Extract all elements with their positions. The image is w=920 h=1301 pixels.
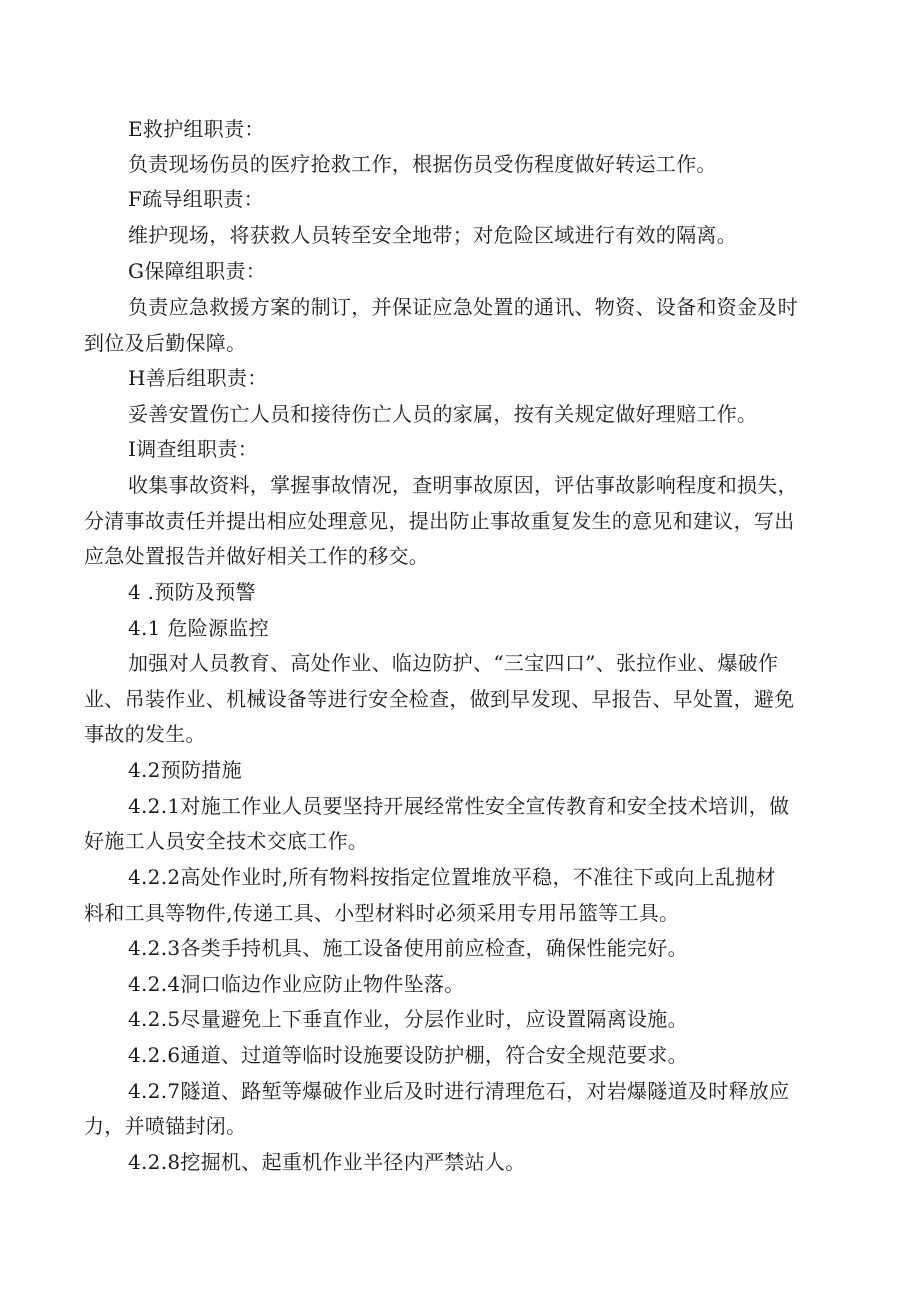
subsection-heading: 4.2预防措施: [128, 758, 242, 782]
paragraph-line: 负责现场伤员的医疗抢救工作，根据伤员受伤程度做好转运工作。: [128, 152, 717, 176]
paragraph-line: 加强对人员教育、高处作业、临边防护、“三宝四口”、张拉作业、爆破作: [128, 651, 779, 675]
paragraph-line: 收集事故资料，掌握事故情况，查明事故原因，评估事故影响程度和损失，: [128, 473, 798, 497]
paragraph-line: 到位及后勤保障。: [84, 331, 247, 355]
paragraph-line: 4.2.7隧道、路堑等爆破作业后及时进行清理危石，对岩爆隧道及时释放应: [128, 1079, 790, 1103]
paragraph-line: 应急处置报告并做好相关工作的移交。: [84, 544, 430, 568]
paragraph-line: 业、吊装作业、机械设备等进行安全检查，做到早发现、早报告、早处置，避免: [84, 687, 795, 711]
section-heading: 4 .预防及预警: [128, 580, 256, 604]
paragraph-line: 维护现场，将获救人员转至安全地带；对危险区域进行有效的隔离。: [128, 223, 737, 247]
paragraph-line: 负责应急救援方案的制订，并保证应急处置的通讯、物资、设备和资金及时: [128, 295, 798, 319]
heading-investigation-team: I调查组职责：: [128, 437, 259, 461]
paragraph-line: 好施工人员安全技术交底工作。: [84, 829, 369, 853]
paragraph-line: 4.2.6通道、过道等临时设施要设防护棚，符合安全规范要求。: [128, 1043, 688, 1067]
paragraph-line: 4.2.4洞口临边作业应防止物件坠落。: [128, 972, 465, 996]
paragraph-line: 4.2.2高处作业时,所有物料按指定位置堆放平稳，不准往下或向上乱抛材: [128, 865, 776, 889]
heading-aftermath-team: H善后组职责：: [128, 366, 268, 390]
heading-support-team: G保障组职责：: [128, 259, 267, 283]
subsection-heading: 4.1 危险源监控: [128, 616, 269, 640]
heading-evacuation-team: F疏导组职责：: [128, 187, 264, 211]
paragraph-line: 4.2.3各类手持机具、施工设备使用前应检查，确保性能完好。: [128, 936, 688, 960]
heading-rescue-team: E救护组职责：: [128, 117, 265, 141]
paragraph-line: 分清事故责任并提出相应处理意见，提出防止事故重复发生的意见和建议，写出: [84, 509, 795, 533]
paragraph-line: 妥善安置伤亡人员和接待伤亡人员的家属，按有关规定做好理赔工作。: [128, 402, 758, 426]
paragraph-line: 4.2.1对施工作业人员要坚持开展经常性安全宣传教育和安全技术培训，做: [128, 794, 790, 818]
paragraph-line: 力，并喷锚封闭。: [84, 1114, 247, 1138]
paragraph-line: 事故的发生。: [84, 722, 206, 746]
paragraph-line: 4.2.8挖掘机、起重机作业半径内严禁站人。: [128, 1150, 526, 1174]
paragraph-line: 4.2.5尽量避免上下垂直作业，分层作业时，应设置隔离设施。: [128, 1007, 688, 1031]
paragraph-line: 料和工具等物件,传递工具、小型材料时必须采用专用吊篮等工具。: [84, 901, 680, 925]
